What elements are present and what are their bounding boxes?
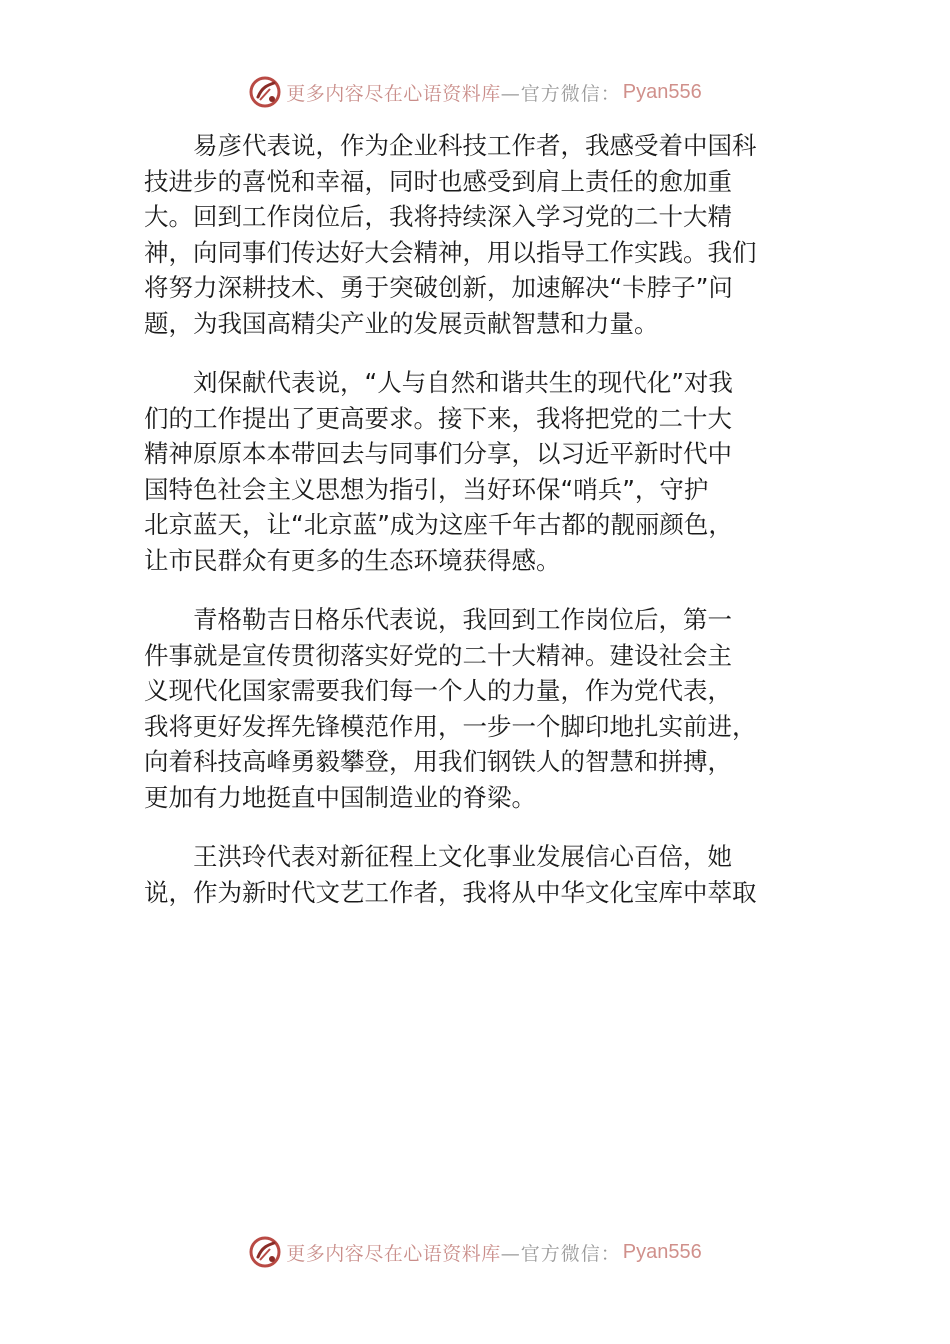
brand-logo-icon	[248, 75, 282, 109]
text-line: 们的工作提出了更高要求。接下来，我将把党的二十大	[144, 403, 732, 433]
footer-watermark-banner	[0, 1232, 950, 1272]
paragraph-1	[144, 128, 798, 341]
text-line: 说，作为新时代文艺工作者，我将从中华文化宝库中萃取	[144, 877, 757, 907]
text-line: 国特色社会主义思想为指引，当好环保“哨兵”，守护	[144, 474, 709, 504]
text-line: 易彦代表说，作为企业科技工作者，我感受着中国科	[193, 131, 757, 160]
document-body	[144, 128, 798, 934]
text-line: 技进步的喜悦和幸福，同时也感受到肩上责任的愈加重	[144, 166, 732, 196]
promo-text: 更多内容尽在心语资料库	[286, 1242, 501, 1265]
text-line: 题，为我国高精尖产业的发展贡献智慧和力量。	[144, 308, 659, 338]
text-line: 义现代化国家需要我们每一个人的力量，作为党代表，	[144, 676, 732, 705]
text-line: 让市民群众有更多的生态环境获得感。	[144, 545, 561, 575]
text-line: 将努力深耕技术、勇于突破创新，加速解决“卡脖子”问	[144, 273, 733, 302]
brand-logo-icon	[248, 1235, 282, 1269]
wechat-label: —官方微信：	[500, 82, 621, 105]
paragraph-4	[144, 839, 798, 910]
header-watermark-banner	[0, 72, 950, 112]
text-line: 向着科技高峰勇毅攀登，用我们钢铁人的智慧和拼搏，	[144, 747, 732, 776]
text-line: 神，向同事们传达好大会精神，用以指导工作实践。我们	[144, 237, 757, 267]
paragraph-2	[144, 365, 798, 578]
wechat-account: Pyan556	[622, 80, 702, 103]
text-line: 刘保献代表说，“人与自然和谐共生的现代化”对我	[193, 368, 733, 397]
wechat-label: —官方微信：	[500, 1242, 621, 1265]
text-line: 更加有力地挺直中国制造业的脊梁。	[144, 782, 536, 812]
paragraph-3	[144, 602, 798, 815]
text-line: 件事就是宣传贯彻落实好党的二十大精神。建设社会主	[144, 640, 732, 670]
wechat-account: Pyan556	[622, 1240, 702, 1263]
text-line: 青格勒吉日格乐代表说，我回到工作岗位后，第一	[193, 605, 732, 634]
text-line: 北京蓝天，让“北京蓝”成为这座千年古都的靓丽颜色，	[144, 510, 733, 539]
text-line: 精神原原本本带回去与同事们分享，以习近平新时代中	[144, 439, 732, 468]
promo-text: 更多内容尽在心语资料库	[286, 82, 501, 105]
text-line: 大。回到工作岗位后，我将持续深入学习党的二十大精	[144, 202, 732, 231]
text-line: 王洪玲代表对新征程上文化事业发展信心百倍，她	[193, 842, 732, 871]
text-line: 我将更好发挥先锋模范作用，一步一个脚印地扎实前进，	[144, 711, 757, 741]
